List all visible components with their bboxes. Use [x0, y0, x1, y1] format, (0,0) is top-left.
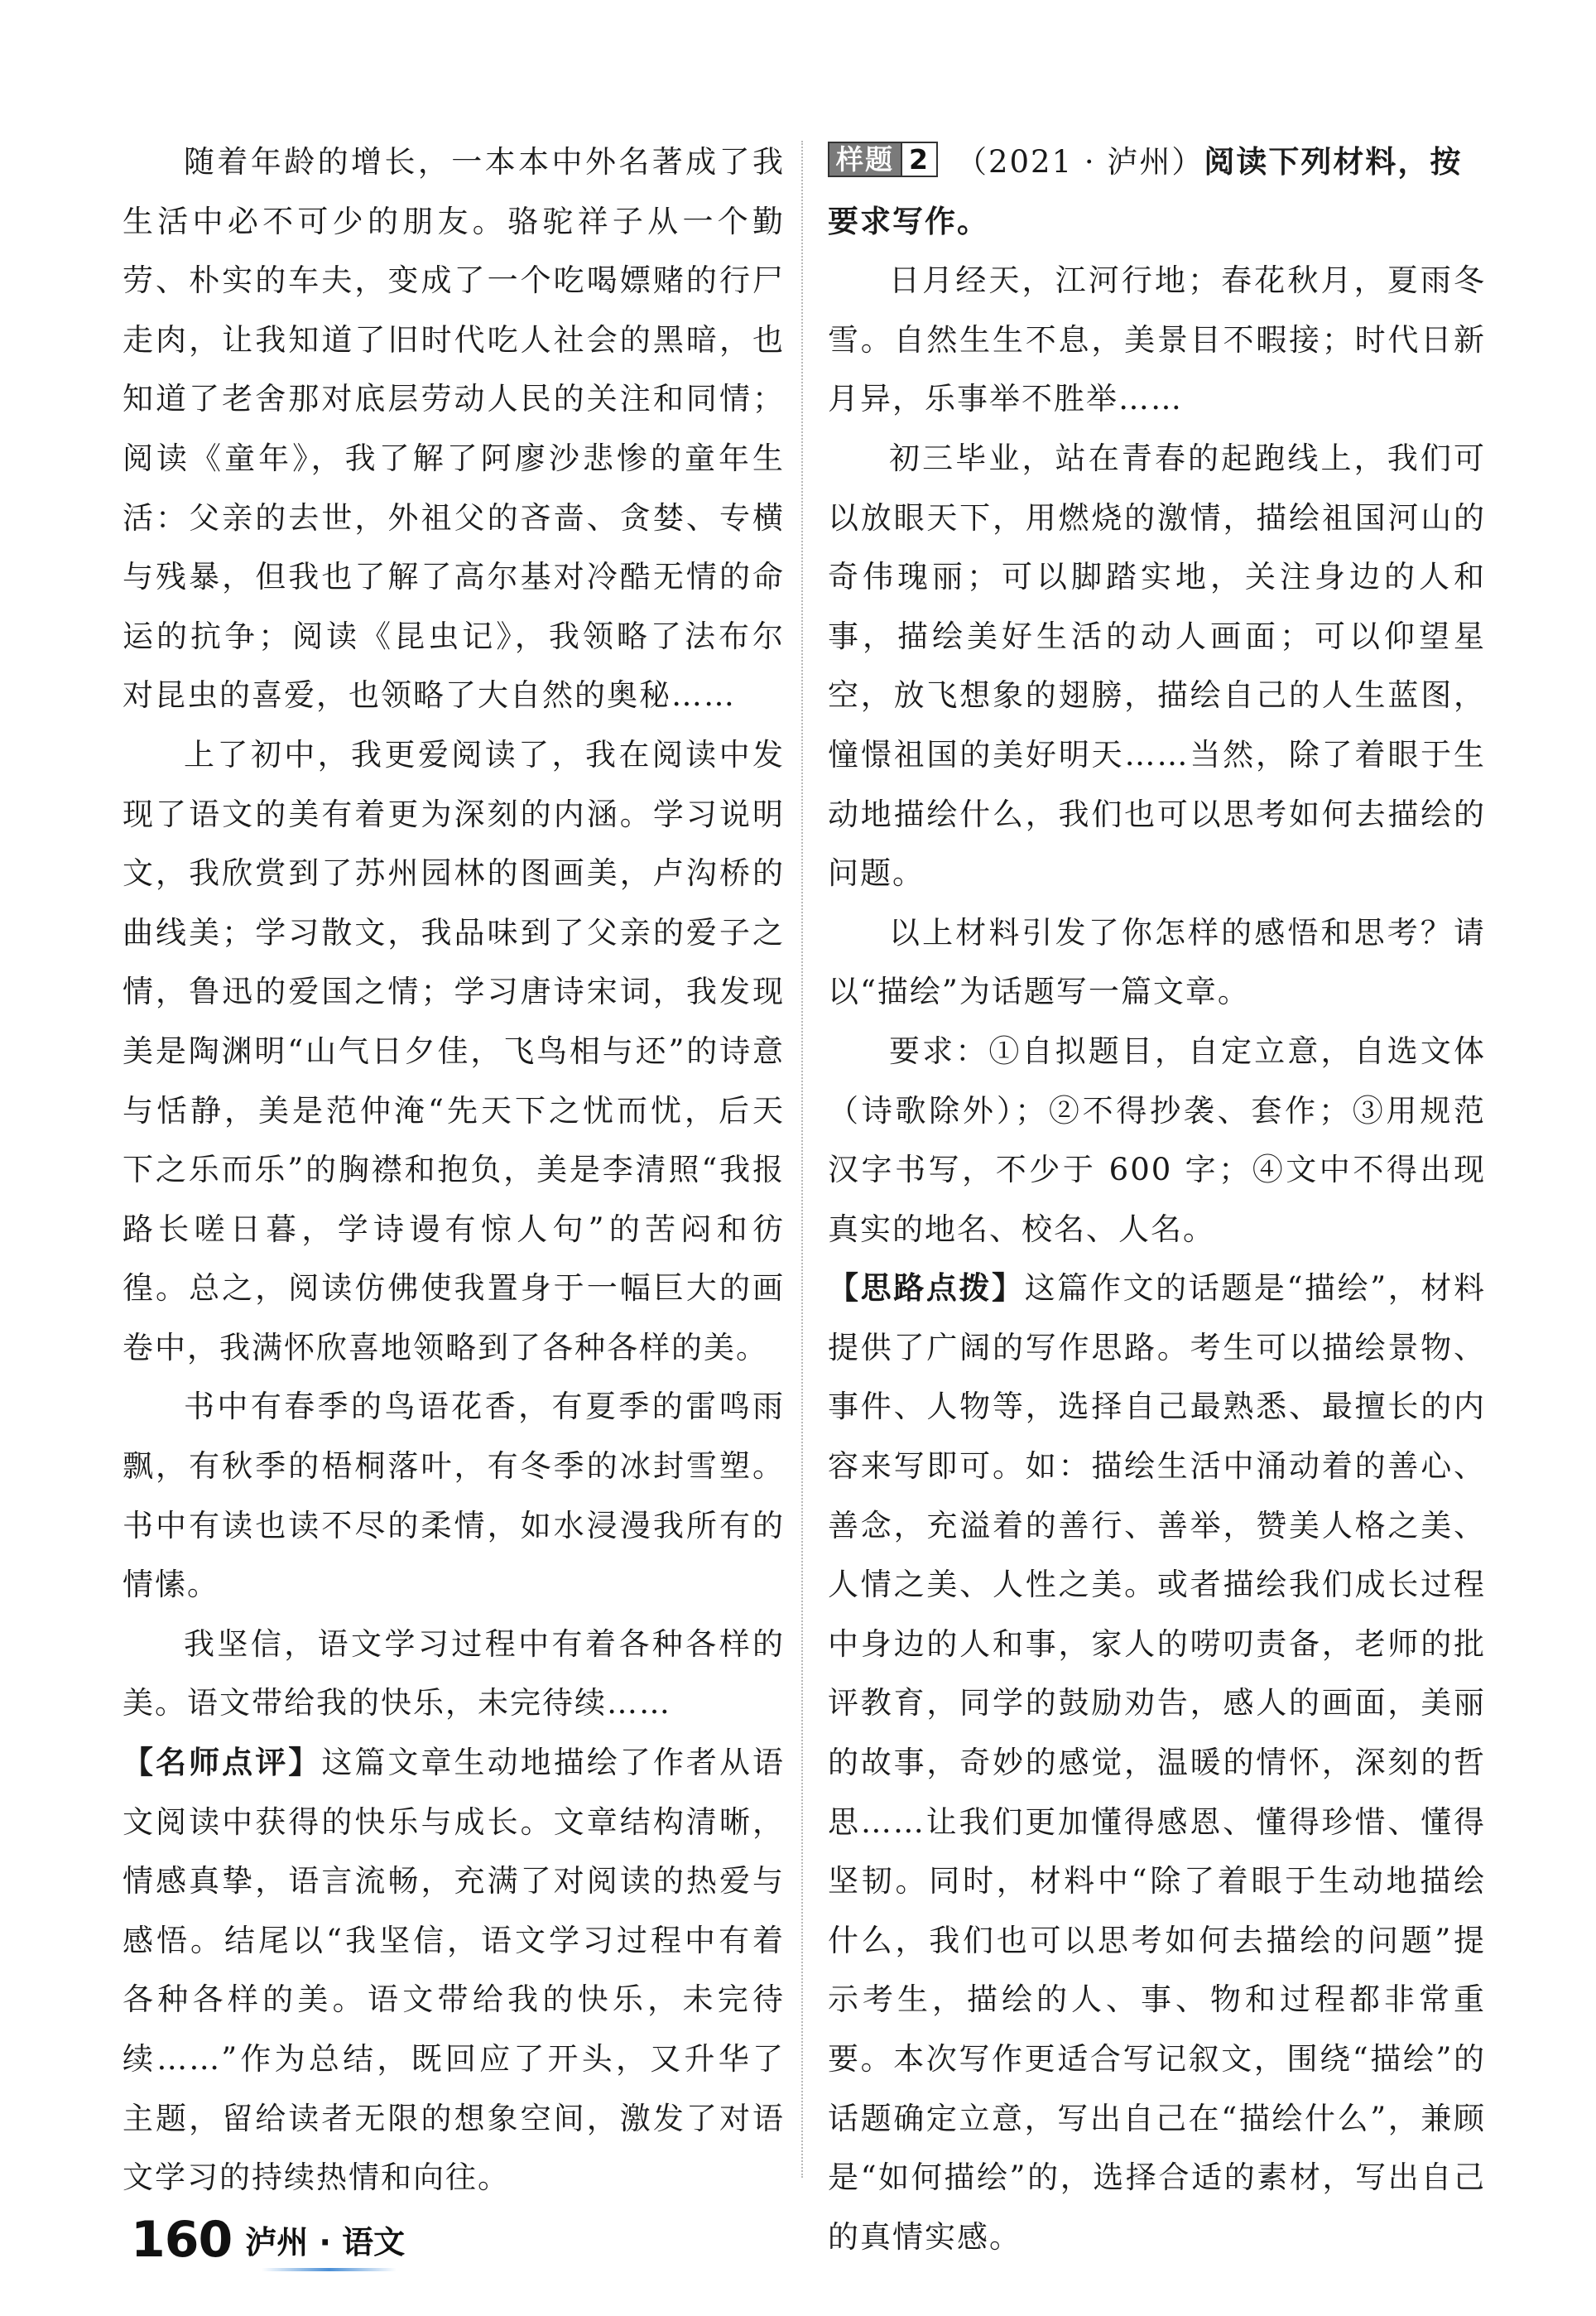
prompt-paragraph: 以上材料引发了你怎样的感悟和思考？请以“描绘”为话题写一篇文章。: [828, 914, 1486, 1010]
footer-label: 泸州 · 语文: [245, 2224, 406, 2261]
sample-question-badge: [828, 142, 938, 178]
teacher-comment-text: 这篇文章生动地描绘了作者从语文阅读中获得的快乐与成长。文章结构清晰，情感真挚，语言流畅，充满了对阅读的热爱与感悟。结尾以“我坚信，语文学习过程中有着各种各样的美。语文带给我的快乐，未完待续……”作为总结，既回应了开头，又升华了主题，留给读者无限的想象空间，激发了对语文学习的持续热情和向往。: [123, 1745, 786, 2196]
essay-paragraph-2: 上了初中，我更爱阅读了，我在阅读中发现了语文的美有着更为深刻的内涵。学习说明文，我欣赏到了苏州园林的图画美，卢沟桥的曲线美；学习散文，我品味到了父亲的爱子之情，鲁迅的爱国之情；学习唐诗宋词，我发现美是陶渊明“山气日夕佳，飞鸟相与还”的诗意与恬静，美是范仲淹“先天下之忧而忧，后天下之乐而乐”的胸襟和抱负，美是李清照“我报路长嗟日暮，学诗谩有惊人句”的苦闷和彷徨。总之，阅读仿佛使我置身于一幅巨大的画卷中，我满怀欣喜地领略到了各种各样的美。: [123, 736, 785, 1365]
teacher-comment: [123, 1733, 785, 2208]
writing-hint-text: 这篇作文的话题是“描绘”，材料提供了广阔的写作思路。考生可以描绘景物、事件、人物等，选择自己最熟悉、最擅长的内容来写即可。如：描绘生活中涌动着的善心、善念，充溢着的善行、善举，赞美人格之美、人情之美、人性之美。或者描绘我们成长过程中身边的人和事，家人的唠叨责备，老师的批评教育，同学的鼓励劝告，感人的画面，美丽的故事，奇妙的感觉，温暖的情怀，深刻的哲思……让我们更加懂得感恩、懂得珍惜、懂得坚韧。同时，材料中“除了着眼于生动地描绘什么，我们也可以思考如何去描绘的问题”提示考生，描绘的人、事、物和过程都非常重要。本次写作更适合写记叙文，围绕“描绘”的话题确定立意，写出自己在“描绘什么”，兼顾是“如何描绘”的，选择合适的素材，写出自己的真情实感。: [828, 1270, 1486, 2255]
essay-paragraph-3: 书中有春季的鸟语花香，有夏季的雷鸣雨飘，有秋季的梧桐落叶，有冬季的冰封雪塑。书中有读也读不尽的柔情，如水浸漫我所有的情愫。: [123, 1389, 785, 1603]
column-divider: [801, 141, 803, 2178]
teacher-comment-tag: 【名师点评】: [123, 1745, 322, 1781]
essay-paragraph-4: 我坚信，语文学习过程中有着各种各样的美。语文带给我的快乐，未完待续……: [123, 1625, 785, 1721]
page-footer: [131, 2198, 406, 2269]
sample-instruction: 阅读下列材料，按要求写作。: [828, 144, 1463, 239]
sample-label: 样题: [828, 142, 902, 177]
sample-number: 2: [902, 142, 938, 177]
page-number: 160: [131, 2211, 233, 2269]
sample-question-heading: [828, 132, 1486, 251]
essay-paragraph-1: 随着年龄的增长，一本本中外名著成了我生活中必不可少的朋友。骆驼祥子从一个勤劳、朴实的车夫，变成了一个吃喝嫖赌的行尸走肉，让我知道了旧时代吃人社会的黑暗，也知道了老舍那对底层劳动人民的关注和同情；阅读《童年》，我了解了阿廖沙悲惨的童年生活：父亲的去世，外祖父的吝啬、贪婪、专横与残暴，但我也了解了高尔基对冷酷无情的命运的抗争；阅读《昆虫记》，我领略了法布尔对昆虫的喜爱，也领略了大自然的奥秘……: [123, 144, 785, 714]
material-paragraph-1: 日月经天，江河行地；春花秋月，夏雨冬雪。自然生生不息，美景目不暇接；时代日新月异，乐事举不胜举……: [828, 262, 1486, 417]
material-paragraph-2: 初三毕业，站在青春的起跑线上，我们可以放眼天下，用燃烧的激情，描绘祖国河山的奇伟瑰丽；可以脚踏实地，关注身边的人和事，描绘美好生活的动人画面；可以仰望星空，放飞想象的翅膀，描绘自己的人生蓝图，憧憬祖国的美好明天……当然，除了着眼于生动地描绘什么，我们也可以思考如何去描绘的问题。: [828, 440, 1486, 892]
writing-hint: [828, 1259, 1486, 2266]
left-column: [123, 132, 785, 2208]
writing-hint-tag: 【思路点拨】: [828, 1270, 1025, 1307]
sample-source: （2021 · 泸州）: [955, 144, 1204, 180]
right-column: [828, 132, 1486, 2266]
requirements-paragraph: 要求：①自拟题目，自定立意，自选文体（诗歌除外）；②不得抄袭、套作；③用规范汉字书写，不少于 600 字；④文中不得出现真实的地名、校名、人名。: [828, 1033, 1486, 1247]
